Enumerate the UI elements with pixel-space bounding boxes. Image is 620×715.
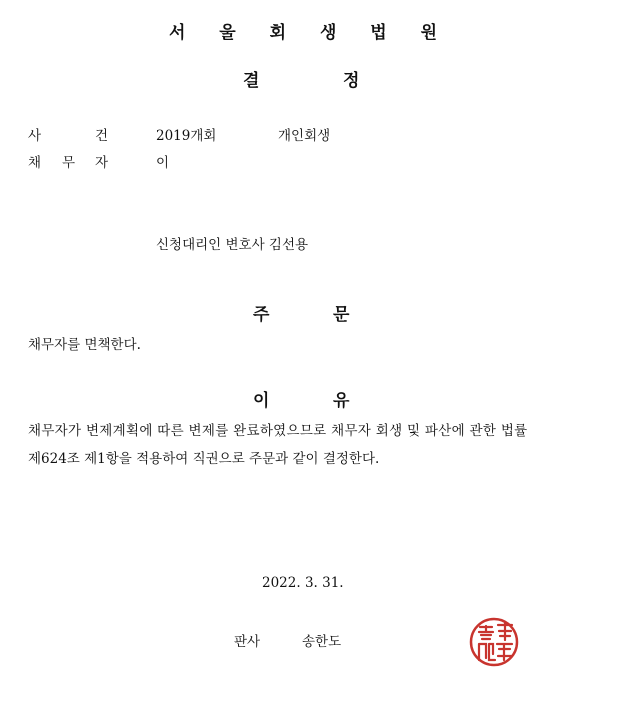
judge-seal-icon (468, 616, 520, 668)
debtor-label-char-3: 자 (95, 155, 109, 171)
reason-line-1: 채무자가 변제계획에 따른 변제를 완료하였으므로 채무자 회생 및 파산에 관한 법률 (28, 423, 528, 439)
order-heading-left: 주 (253, 305, 270, 325)
order-heading-right: 문 (333, 305, 350, 325)
debtor-name: 이 (156, 155, 170, 171)
reason-line-2: 제624조 제1항을 적용하여 직권으로 주문과 같이 결정한다. (28, 451, 380, 467)
judge-name: 송한도 (302, 634, 342, 650)
court-name: 서 울 회 생 법 원 (168, 23, 452, 43)
doc-title-right: 정 (343, 71, 360, 91)
reason-heading-left: 이 (253, 391, 270, 411)
order-text: 채무자를 면책한다. (28, 337, 141, 353)
decision-date: 2022. 3. 31. (262, 575, 344, 591)
reason-heading-right: 유 (333, 391, 350, 411)
case-label-char-1: 사 (28, 128, 42, 144)
doc-title-left: 결 (243, 71, 260, 91)
applicant-agent: 신청대리인 변호사 김선용 (156, 237, 309, 253)
debtor-label-char-2: 무 (62, 155, 76, 171)
case-name: 개인회생 (278, 128, 331, 144)
debtor-label-char-1: 채 (28, 155, 42, 171)
case-number: 2019개회 (156, 128, 217, 144)
case-label-char-2: 건 (95, 128, 109, 144)
judge-title: 판사 (234, 634, 261, 650)
